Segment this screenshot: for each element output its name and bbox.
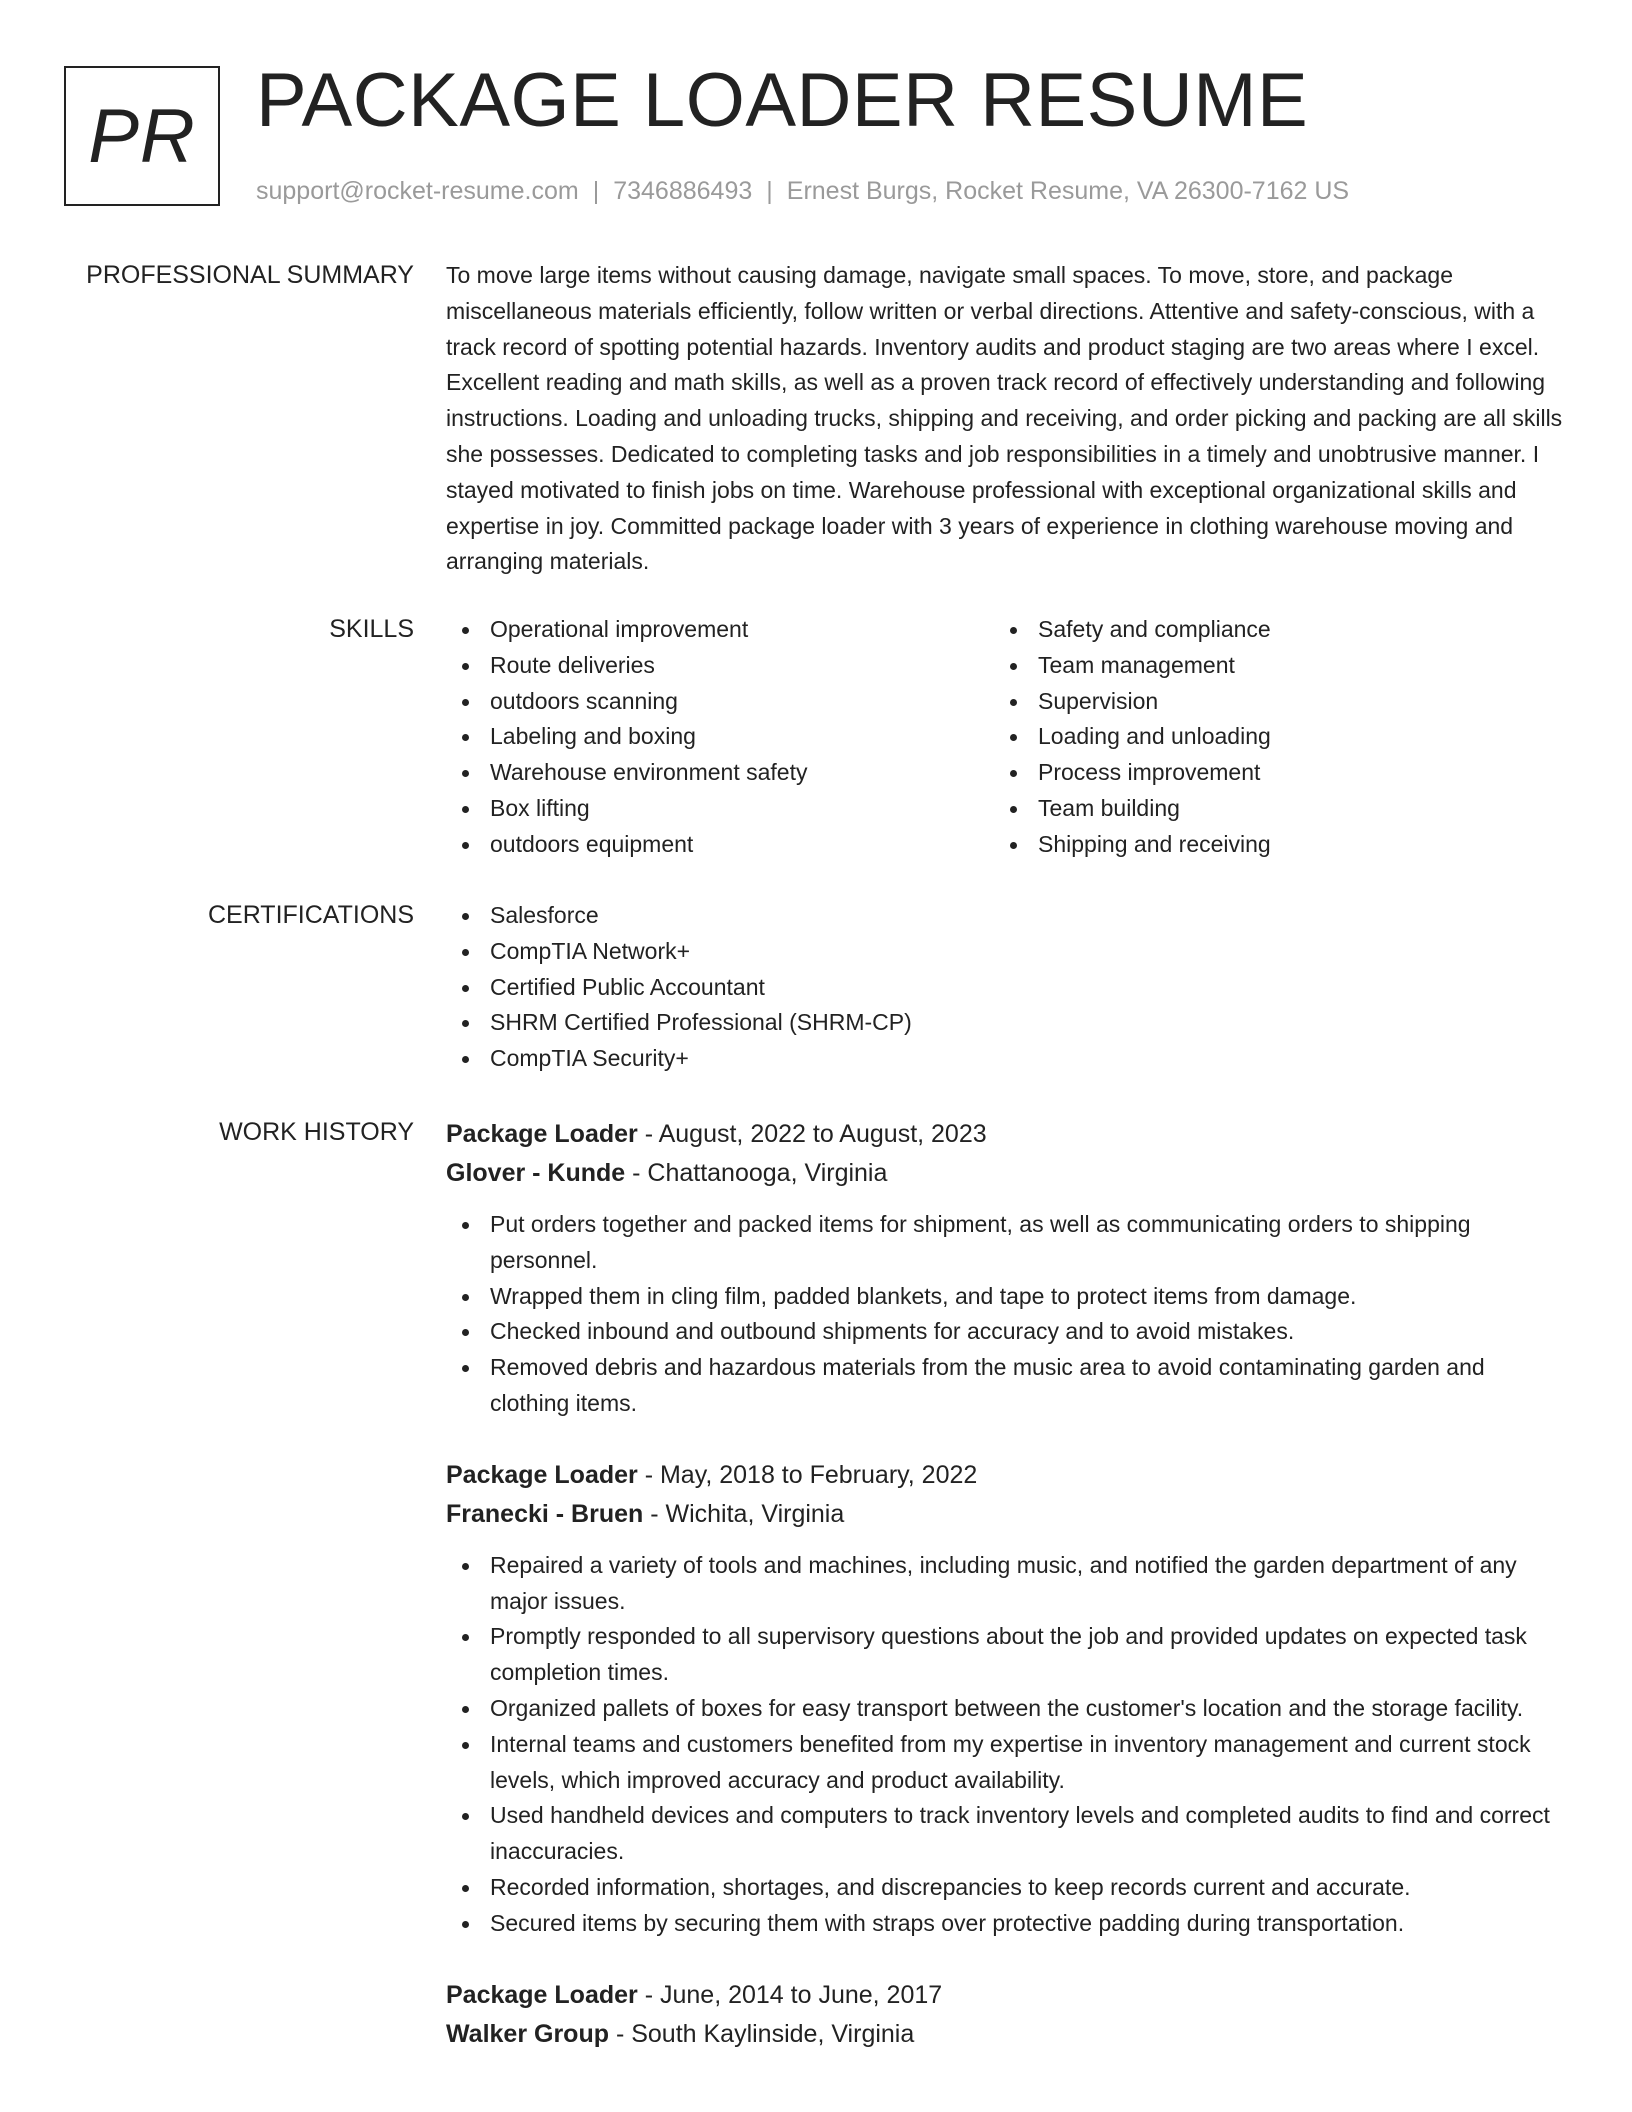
- certification-item: Certified Public Accountant: [446, 970, 1566, 1006]
- contact-separator: |: [766, 177, 773, 205]
- skill-item: Team management: [994, 648, 1542, 684]
- skill-item: Operational improvement: [446, 612, 994, 648]
- skill-item: Supervision: [994, 684, 1542, 720]
- job-duty: Checked inbound and outbound shipments for accuracy and to avoid mistakes.: [446, 1314, 1566, 1350]
- job-duties-list: [446, 1548, 1566, 1942]
- job-location: - Wichita, Virginia: [643, 1499, 845, 1528]
- section-label-work-history: WORK HISTORY: [219, 1118, 414, 1146]
- job-location: - Chattanooga, Virginia: [625, 1159, 888, 1187]
- job-title: Package Loader: [446, 1120, 638, 1148]
- job-duty: Removed debris and hazardous materials from the music area to avoid contaminating garden and clothing items.: [446, 1350, 1566, 1422]
- job-entry: [446, 1976, 1566, 2054]
- job-dates: - May, 2018 to February, 2022: [637, 1460, 978, 1489]
- skill-item: Box lifting: [446, 791, 994, 827]
- job-duty: Repaired a variety of tools and machines, including music, and notified the garden department of any major issues.: [446, 1548, 1566, 1620]
- certification-item: SHRM Certified Professional (SHRM-CP): [446, 1005, 1566, 1041]
- job-entry: [446, 1456, 1566, 1942]
- job-dates: - August, 2022 to August, 2023: [637, 1120, 987, 1148]
- job-title-line: [446, 1976, 1566, 2015]
- section-label-skills: SKILLS: [329, 615, 414, 643]
- skill-item: Labeling and boxing: [446, 719, 994, 755]
- job-company: Walker Group: [446, 2019, 609, 2048]
- skills-list-left: [446, 612, 994, 863]
- contact-line: [256, 174, 1349, 208]
- skill-item: Team building: [994, 791, 1542, 827]
- contact-separator: |: [592, 177, 600, 205]
- skill-item: outdoors equipment: [446, 827, 994, 863]
- section-label-certifications: CERTIFICATIONS: [207, 901, 414, 929]
- certification-item: CompTIA Network+: [446, 934, 1566, 970]
- certifications-list: [446, 898, 1566, 1077]
- job-duty: Used handheld devices and computers to track inventory levels and completed audits to find and correct inaccuracies.: [446, 1798, 1566, 1870]
- job-company-line: [446, 1495, 1566, 1534]
- skill-item: Warehouse environment safety: [446, 755, 994, 791]
- skill-item: Loading and unloading: [994, 719, 1542, 755]
- summary-body: [446, 258, 1566, 580]
- job-company: Glover - Kunde: [446, 1159, 626, 1187]
- job-company: Franecki - Bruen: [446, 1499, 644, 1528]
- job-title-line: [446, 1115, 1566, 1154]
- contact-address: Ernest Burgs, Rocket Resume, VA 26300-7162 US: [786, 177, 1350, 205]
- job-duty: Promptly responded to all supervisory questions about the job and provided updates on expected task completion times.: [446, 1619, 1566, 1691]
- skill-item: Process improvement: [994, 755, 1542, 791]
- job-duty: Organized pallets of boxes for easy transport between the customer's location and the storage facility.: [446, 1691, 1566, 1727]
- contact-phone: 7346886493: [613, 177, 753, 205]
- certification-item: Salesforce: [446, 898, 1566, 934]
- skill-item: Shipping and receiving: [994, 827, 1542, 863]
- job-entry: [446, 1115, 1566, 1422]
- job-dates: - June, 2014 to June, 2017: [637, 1980, 943, 2009]
- page-title: PACKAGE LOADER RESUME: [256, 58, 1309, 143]
- certifications-body: [446, 898, 1566, 1077]
- job-title: Package Loader: [446, 1460, 638, 1489]
- skills-body: [446, 612, 1566, 863]
- job-duty: Put orders together and packed items for shipment, as well as communicating orders to shipping personnel.: [446, 1207, 1566, 1279]
- skills-grid: [446, 612, 1566, 863]
- job-duty: Wrapped them in cling film, padded blankets, and tape to protect items from damage.: [446, 1279, 1566, 1315]
- skill-item: Safety and compliance: [994, 612, 1542, 648]
- job-duty: Secured items by securing them with straps over protective padding during transportation.: [446, 1906, 1566, 1942]
- job-duties-list: [446, 1207, 1566, 1422]
- summary-text: To move large items without causing damage, navigate small spaces. To move, store, and package miscellaneous materials efficiently, follow written or verbal directions. Attentive and safety-conscious, with a track record of spotting potential hazards. Inventory audits and product staging are two areas where I excel. Excellent reading and math skills, as well as a proven track record of effectively understanding and following instructions. Loading and unloading trucks, shipping and receiving, and order picking and packing are all skills she possesses. Dedicated to completing tasks and job responsibilities in a timely and unobtrusive manner. I stayed motivated to finish jobs on time. Warehouse professional with exceptional organizational skills and expertise in joy. Committed package loader with 3 years of experience in clothing warehouse moving and arranging materials.: [446, 262, 1563, 575]
- job-title: Package Loader: [446, 1980, 638, 2009]
- contact-email: support@rocket-resume.com: [256, 177, 579, 205]
- skill-item: outdoors scanning: [446, 684, 994, 720]
- job-title-line: [446, 1456, 1566, 1495]
- job-company-line: [446, 1154, 1566, 1193]
- job-location: - South Kaylinside, Virginia: [609, 2019, 915, 2048]
- section-label-summary: PROFESSIONAL SUMMARY: [86, 261, 414, 289]
- skill-item: Route deliveries: [446, 648, 994, 684]
- job-duty: Internal teams and customers benefited from my expertise in inventory management and current stock levels, which improved accuracy and product availability.: [446, 1727, 1566, 1799]
- skills-list-right: [994, 612, 1542, 863]
- monogram-logo: PR: [64, 66, 220, 206]
- job-duty: Recorded information, shortages, and discrepancies to keep records current and accurate.: [446, 1870, 1566, 1906]
- certification-item: CompTIA Security+: [446, 1041, 1566, 1077]
- job-company-line: [446, 2015, 1566, 2054]
- work-history-body: [446, 1115, 1566, 2072]
